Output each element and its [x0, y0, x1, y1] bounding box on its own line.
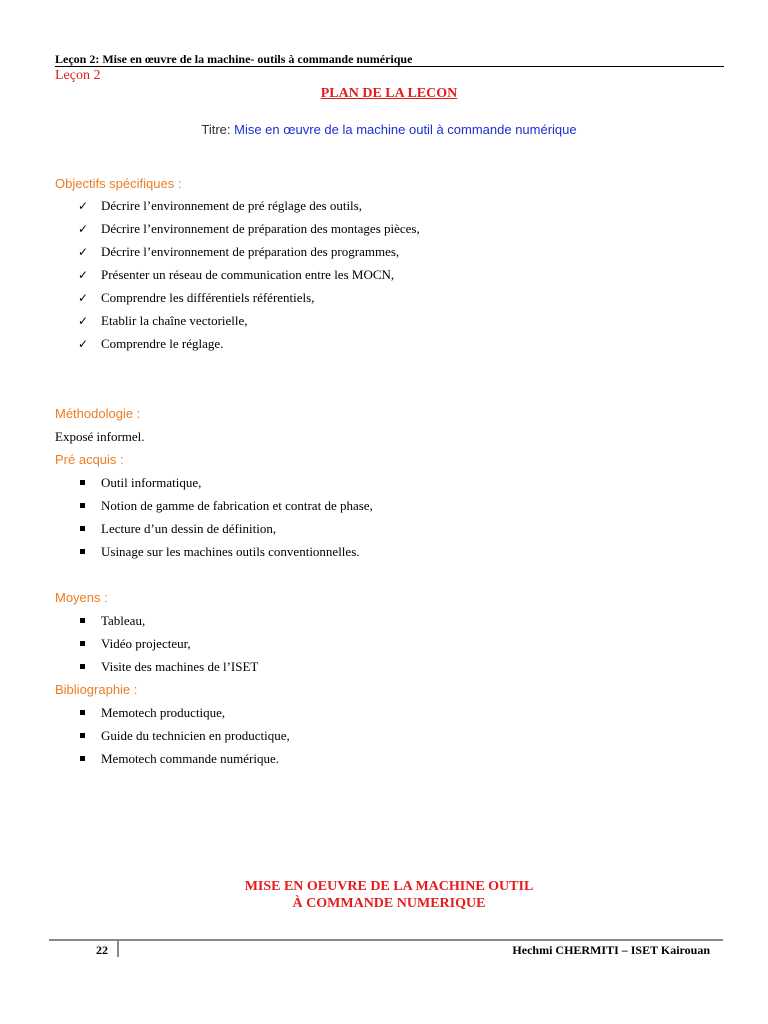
check-icon: ✓ — [78, 222, 89, 236]
objectifs-heading: Objectifs spécifiques : — [55, 176, 182, 191]
plan-title: PLAN DE LA LECON — [320, 86, 458, 101]
moyens-heading: Moyens : — [55, 590, 108, 605]
square-bullet-icon — [80, 526, 85, 531]
footer-rule — [49, 939, 723, 941]
final-title-line1: MISE EN OEUVRE DE LA MACHINE OUTIL — [244, 879, 534, 894]
square-bullet-icon — [80, 664, 85, 669]
titre-line — [0, 122, 768, 138]
check-icon: ✓ — [78, 199, 89, 213]
page-number: 22 — [96, 943, 108, 957]
final-title-line2: À COMMANDE NUMERIQUE — [292, 896, 486, 911]
titre-value: Mise en œuvre de la machine outil à commande numérique — [234, 122, 577, 137]
square-bullet-icon — [80, 710, 85, 715]
final-title — [0, 878, 768, 912]
document-page: Leçon 2: Mise en œuvre de la machine- outils à commande numérique Leçon 2 PLAN DE LA LECON Titre: Mise en œuvre de la machine outil à commande numérique Objectifs spécifiques : ✓ Décrire l’environnement de pré réglage des outils, ✓ Décrire l’environnement de préparation des montages pièces, ✓ Décrire l’environnement de préparation des programmes, ✓ Présenter un réseau de communication entre les MOCN, ✓ Comprendre les différentiels référentiels, ✓ Etablir la chaîne vectorielle, ✓ Comprendre le réglage. Méthodologie : Exposé informel. Pré acquis : Outil informatique, Notion de gamme de fabrication et contrat de phase, Lecture d’un dessin de définition, Usinage sur les machines outils conventionnelles. Moyens : Tableau, Vidéo projecteur, Visite des machines de l’ISET Bibliographie : Memotech productique, Guide du technicien en productique, Memotech commande numérique. MISE EN OEUVRE DE LA MACHINE OUTIL À COMMANDE NUMERIQUE 22 Hechmi CHERMITI – ISET Kairouan — [0, 0, 768, 1024]
check-icon: ✓ — [78, 337, 89, 351]
square-bullet-icon — [80, 480, 85, 485]
bibliographie-heading: Bibliographie : — [55, 682, 138, 697]
square-bullet-icon — [80, 756, 85, 761]
square-bullet-icon — [80, 641, 85, 646]
check-icon: ✓ — [78, 291, 89, 305]
square-bullet-icon — [80, 733, 85, 738]
running-header: Leçon 2: Mise en œuvre de la machine- outils à commande numérique — [55, 52, 413, 66]
titre-label: Titre: — [201, 122, 231, 137]
square-bullet-icon — [80, 618, 85, 623]
methodologie-text: Exposé informel. — [55, 429, 145, 444]
check-icon: ✓ — [78, 314, 89, 328]
header-rule — [55, 66, 724, 67]
prerequis-heading: Pré acquis : — [55, 452, 124, 467]
square-bullet-icon — [80, 549, 85, 554]
footer-divider — [117, 941, 119, 957]
footer-author: Hechmi CHERMITI – ISET Kairouan — [512, 943, 710, 957]
check-icon: ✓ — [78, 268, 89, 282]
square-bullet-icon — [80, 503, 85, 508]
lecon-label: Leçon 2 — [55, 68, 101, 83]
check-icon: ✓ — [78, 245, 89, 259]
methodologie-heading: Méthodologie : — [55, 406, 141, 421]
